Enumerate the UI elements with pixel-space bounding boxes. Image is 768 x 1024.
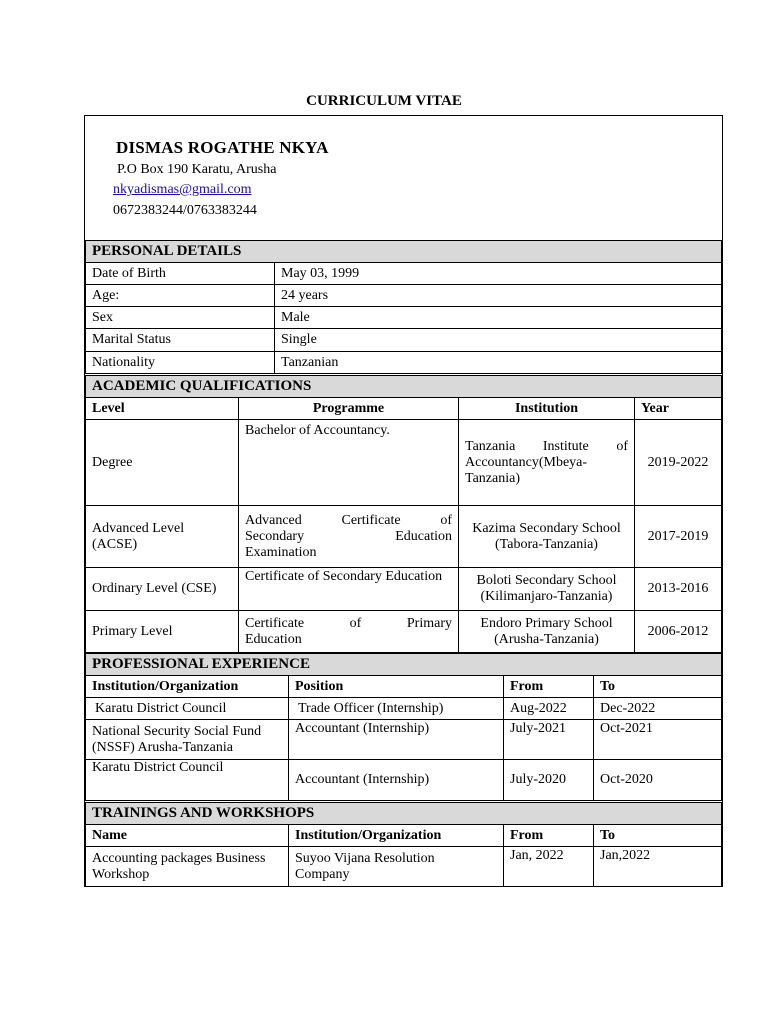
phone-number: 0672383244/0763383244 <box>113 203 257 218</box>
organization-cell: Karatu District Council <box>86 698 289 720</box>
year-cell: 2019-2022 <box>635 420 722 506</box>
organization-line: Suyoo Vijana Resolution <box>295 850 435 866</box>
programme-line: Examination <box>245 544 317 560</box>
column-header-to: To <box>594 825 722 847</box>
email-link[interactable]: nkyadismas@gmail.com <box>113 182 252 197</box>
programme-cell <box>239 506 459 568</box>
institution-cell <box>459 611 635 653</box>
level-cell: Ordinary Level (CSE) <box>86 568 239 611</box>
programme-cell <box>239 611 459 653</box>
table-header-row <box>86 676 722 698</box>
column-header-year: Year <box>635 398 722 420</box>
table-row <box>86 307 722 329</box>
to-cell: Oct-2021 <box>594 720 722 760</box>
table-row <box>86 329 722 352</box>
institution-line: (Kilimanjaro-Tanzania) <box>480 589 613 604</box>
to-cell: Oct-2020 <box>594 760 722 801</box>
table-row <box>86 847 722 887</box>
section-heading-academic: ACADEMIC QUALIFICATIONS <box>86 376 722 398</box>
column-header-from: From <box>504 825 594 847</box>
field-label: Sex <box>86 307 275 329</box>
organization-line: (NSSF) Arusha-Tanzania <box>92 739 233 755</box>
institution-line: Boloti Secondary School <box>476 573 617 588</box>
field-value: Male <box>275 307 722 329</box>
postal-address: P.O Box 190 Karatu, Arusha <box>117 162 277 177</box>
field-value: Tanzanian <box>275 352 722 374</box>
organization-line: Company <box>295 866 350 882</box>
table-row <box>86 568 722 611</box>
level-cell: Primary Level <box>86 611 239 653</box>
organization-line: National Security Social Fund <box>92 723 262 739</box>
section-heading-trainings: TRAININGS AND WORKSHOPS <box>86 803 722 825</box>
column-header-from: From <box>504 676 594 698</box>
field-label: Date of Birth <box>86 263 275 285</box>
table-header-row <box>86 398 722 420</box>
level-line: Advanced Level <box>92 520 185 536</box>
institution-line: Accountancy(Mbeya- <box>465 454 588 470</box>
from-cell: Jan, 2022 <box>504 847 594 887</box>
field-value: May 03, 1999 <box>275 263 722 285</box>
experience-table <box>85 653 722 801</box>
from-cell: July-2021 <box>504 720 594 760</box>
year-cell: 2006-2012 <box>635 611 722 653</box>
institution-cell <box>459 568 635 611</box>
table-row <box>86 698 722 720</box>
level-cell <box>86 506 239 568</box>
academic-table <box>85 375 722 653</box>
programme-line: Education <box>245 631 302 647</box>
institution-cell <box>459 420 635 506</box>
programme-line: Certificate of Primary <box>245 615 452 631</box>
to-cell: Dec-2022 <box>594 698 722 720</box>
institution-line: (Tabora-Tanzania) <box>495 536 598 552</box>
programme-line: Advanced Certificate of <box>245 512 452 528</box>
field-label: Nationality <box>86 352 275 374</box>
personal-details-table <box>85 240 722 374</box>
training-name-line: Accounting packages Business <box>92 850 266 866</box>
table-row <box>86 611 722 653</box>
column-header-institution: Institution <box>459 398 635 420</box>
institution-line: Endoro Primary School <box>480 615 613 631</box>
institution-line: Tanzania Institute of <box>465 438 628 454</box>
section-heading-experience: PROFESSIONAL EXPERIENCE <box>86 654 722 676</box>
column-header-name: Name <box>86 825 289 847</box>
to-cell: Jan,2022 <box>594 847 722 887</box>
column-header-to: To <box>594 676 722 698</box>
training-name-cell <box>86 847 289 887</box>
programme-line: Secondary Education <box>245 528 452 544</box>
column-header-organization: Institution/Organization <box>289 825 504 847</box>
level-cell: Degree <box>86 420 239 506</box>
trainings-table <box>85 802 722 887</box>
programme-cell: Certificate of Secondary Education <box>239 568 459 611</box>
institution-line: Kazima Secondary School <box>472 520 621 536</box>
field-value: 24 years <box>275 285 722 307</box>
position-cell: Trade Officer (Internship) <box>289 698 504 720</box>
year-cell: 2017-2019 <box>635 506 722 568</box>
organization-cell <box>86 720 289 760</box>
table-row <box>86 352 722 374</box>
table-row <box>86 420 722 506</box>
column-header-organization: Institution/Organization <box>86 676 289 698</box>
section-heading-personal: PERSONAL DETAILS <box>86 241 722 263</box>
contact-header <box>85 116 722 240</box>
field-value: Single <box>275 329 722 352</box>
candidate-name: DISMAS ROGATHE NKYA <box>116 138 329 157</box>
table-row <box>86 285 722 307</box>
document-title: CURRICULUM VITAE <box>306 93 462 109</box>
institution-line: (Arusha-Tanzania) <box>494 631 599 647</box>
table-row <box>86 506 722 568</box>
column-header-programme: Programme <box>239 398 459 420</box>
cv-frame <box>84 115 723 887</box>
training-name-line: Workshop <box>92 866 150 882</box>
column-header-position: Position <box>289 676 504 698</box>
position-cell: Accountant (Internship) <box>289 760 504 801</box>
table-row <box>86 720 722 760</box>
organization-cell <box>289 847 504 887</box>
field-label: Marital Status <box>86 329 275 352</box>
from-cell: July-2020 <box>504 760 594 801</box>
table-row <box>86 263 722 285</box>
column-header-level: Level <box>86 398 239 420</box>
level-line: (ACSE) <box>92 536 138 552</box>
institution-cell <box>459 506 635 568</box>
position-cell: Accountant (Internship) <box>289 720 504 760</box>
table-row <box>86 760 722 801</box>
year-cell: 2013-2016 <box>635 568 722 611</box>
from-cell: Aug-2022 <box>504 698 594 720</box>
organization-cell: Karatu District Council <box>86 760 289 801</box>
table-header-row <box>86 825 722 847</box>
programme-cell: Bachelor of Accountancy. <box>239 420 459 506</box>
field-label: Age: <box>86 285 275 307</box>
institution-line: Tanzania) <box>465 470 520 486</box>
